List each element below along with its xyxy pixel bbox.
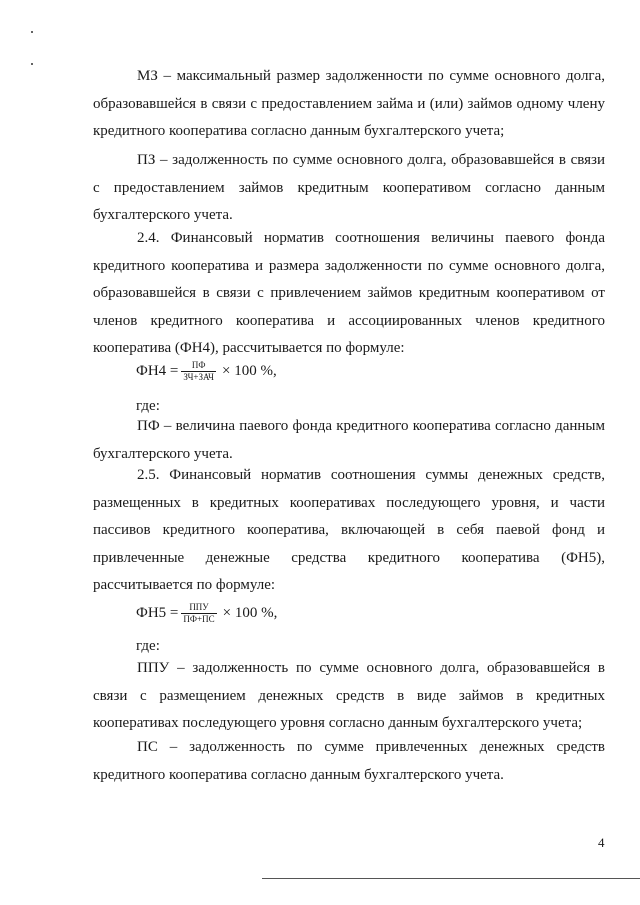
paragraph-pz: ПЗ – задолженность по сумме основного долга, образовавшейся в связи с предоставлением займов кредитным кооперативом согласно данным бухгалтерского учета. [93, 152, 605, 223]
where-label: где: [136, 638, 160, 654]
formula-fn5 [136, 602, 277, 625]
fraction-numerator: ППУ [189, 602, 209, 612]
page-number: 4 [598, 835, 605, 850]
formula-lhs: ФН5 = [136, 605, 179, 621]
formula-fraction [181, 602, 216, 625]
formula-rest: × 100 %, [222, 605, 278, 621]
formula-rest: × 100 %, [222, 363, 277, 379]
formula-fn4 [136, 360, 277, 383]
fraction-denominator: ЗЧ+ЗАЧ [183, 372, 214, 382]
scan-speck [31, 31, 33, 33]
formula-lhs: ФН4 = [136, 363, 179, 379]
paragraph-2-5: 2.5. Финансовый норматив соотношения суммы денежных средств, размещенных в кредитных кооперативах последующего уровня, и части пассивов кредитного кооператива, включающей в себя паевой фонд и привлеченные денежные средства кредитного кооператива (ФН5), рассчитывается по формуле: [93, 467, 605, 593]
paragraph-pf: ПФ – величина паевого фонда кредитного кооператива согласно данным бухгалтерского учета. [93, 418, 605, 462]
fraction-numerator: ПФ [191, 360, 206, 370]
paragraph-mz: МЗ – максимальный размер задолженности по сумме основного долга, образовавшейся в связи с предоставлением займа и (или) займов одному члену кредитного кооператива согласно данным бухгалтерского учета; [93, 68, 605, 139]
paragraph-ps: ПС – задолженность по сумме привлеченных денежных средств кредитного кооператива согласно данным бухгалтерского учета. [93, 739, 605, 783]
scan-speck [31, 63, 33, 65]
where-label: где: [136, 398, 160, 414]
formula-fraction [181, 360, 216, 383]
fraction-denominator: ПФ+ПС [183, 614, 215, 624]
paragraph-ppu: ППУ – задолженность по сумме основного долга, образовавшейся в связи с размещением денежных средств в виде займов в кредитных кооперативах последующего уровня согласно данным бухгалтерского учета; [93, 660, 605, 731]
scan-edge-line [262, 878, 640, 879]
paragraph-2-4: 2.4. Финансовый норматив соотношения величины паевого фонда кредитного кооператива и размера задолженности по сумме основного долга, образовавшейся в связи с привлечением займов кредитным кооперативом от членов кредитного кооператива и ассоциированных членов кредитного кооператива (ФН4), рассчитывается по формуле: [93, 230, 605, 356]
